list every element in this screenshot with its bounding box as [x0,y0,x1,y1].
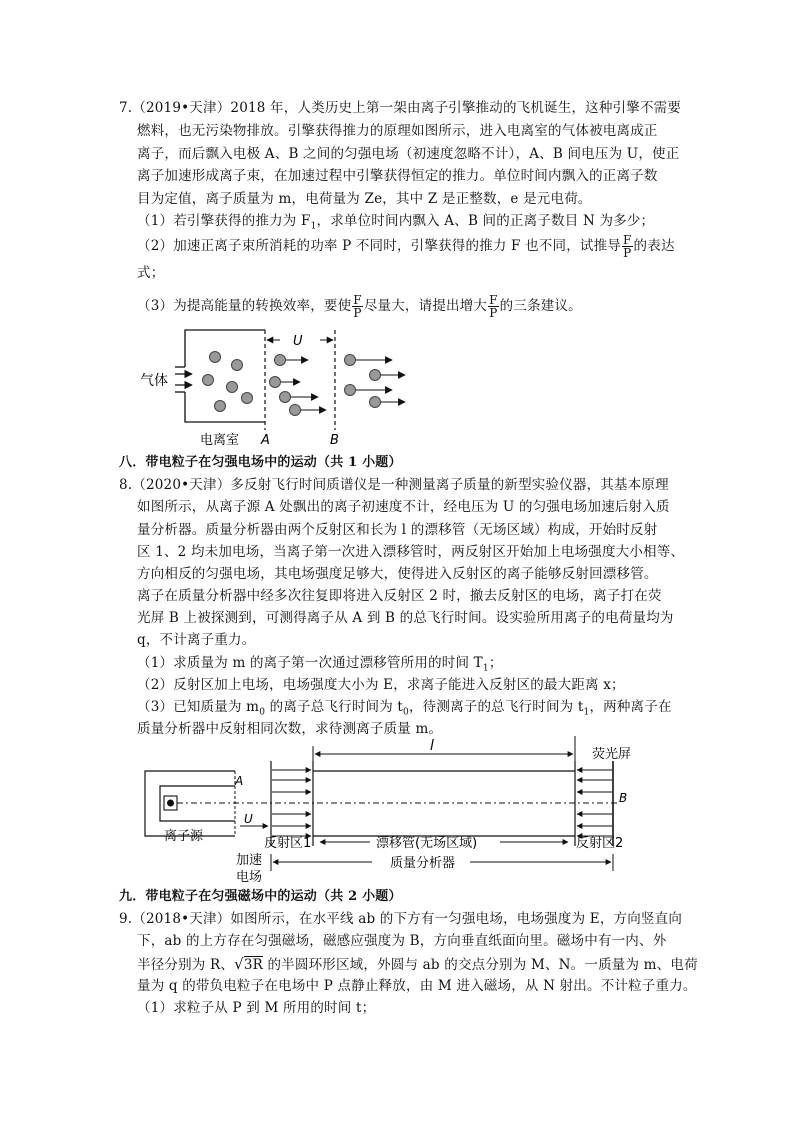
ion-source-label: 离子源 [164,829,204,844]
q8-line-4: 区 1、2 均未加电场，当离子第一次进入漂移管时，两反射区开始加上电场强度大小相等、 [137,544,685,560]
voltage-u-label: U [244,812,253,826]
chamber-label: 电离室 [200,433,240,448]
point-a-label: A [235,774,244,788]
q8-line-8: q，不计离子重力。 [137,632,256,648]
q7-line-5: 目为定值，离子质量为 m，电荷量为 Ze，其中 Z 是正整数，e 是元电荷。 [137,191,592,207]
q9-line-1: 9.（2018•天津）如图所示，在水平线 ab 的下方有一匀强电场，电场强度为 E，方向竖直向 [119,911,683,927]
drift-tube-label: 漂移管(无场区域) [376,836,478,851]
q8-line-3: 量分析器。质量分析器由两个反射区和长为 l 的漂移管（无场区域）构成，开始时反射 [137,522,658,538]
q7-line-3: 离子，而后飘入电极 A、B 之间的匀强电场（初速度忽略不计），A、B 间电压为 U，使正 [137,146,680,162]
q9-subquestion-1: （1）求粒子从 P 到 M 所用的时间 t； [137,1000,376,1016]
fraction-f-over-p: $\frac{F}{P}$ [623,233,632,260]
ion-beam [345,355,406,408]
q7-line-4: 离子加速形成离子束，在加速过程中引擎获得恒定的推力。单位时间内飘入的正离子数 [137,168,658,184]
q7-subquestion-3: （3）为提高能量的转换效率，要使 $\frac{F}{P}$ 尽量大，请提出增大 $\frac{F}{P}$ 的三条建议。 [137,293,582,320]
voltage-u-label: U [293,334,303,349]
accel-field-label-1: 加速 [236,853,263,868]
q8-line-6: 离子在质量分析器中经多次往复即将进入反射区 2 时，撤去反射区的电场，离子打在荧 [137,588,662,604]
accelerating-ions [270,355,327,416]
q8-subquestion-2: （2）反射区加上电场，电场强度大小为 E，求离子能进入反射区的最大距离 x； [137,677,625,693]
q7-subquestion-1: （1）若引擎获得的推力为 $F_1$，求单位时间内飘入 A、B 间的正离子数目 N 为多少； [137,213,655,232]
ion-source-point-a [167,800,174,807]
q8-subquestion-1: （1）求质量为 m 的离子第一次通过漂移管所用的时间 $T_1$； [137,655,503,674]
q8-line-1: 8.（2020•天津）多反射飞行时间质谱仪是一种测量离子质量的新型实验仪器，其基本原理 [119,477,669,493]
tof-mass-spectrometer-figure [140,736,660,886]
fraction-f-over-p: $\frac{F}{P}$ [489,293,498,320]
q8-subquestion-3: （3）已知质量为 $m_0$ 的离子总飞行时间为 $t_0$，待测离子的总飞行时间为 $t_1$，两种离子在 [137,699,672,718]
q7-subquestion-2: （2）加速正离子束所消耗的功率 P 不同时，引擎获得的推力 F 也不同，试推导 $\frac{F}{P}$ 的表达 [137,233,675,260]
ions-in-chamber [203,352,253,412]
mass-analyzer-label: 质量分析器 [390,856,456,871]
length-l-label: l [430,738,434,754]
q7-line-2: 燃料，也无污染物排放。引擎获得推力的原理如图所示，进入电离室的气体被电离成正 [137,123,658,139]
q7-subquestion-2-cont: 式； [137,265,165,281]
q9-line-3: 半径分别为 R、√3R 的半圆环形区域，外圆与 ab 的交点分别为 M、N。一质量为 m、电荷 [137,955,698,973]
electrode-a-label: A [261,433,270,448]
gas-label: 气体 [140,373,168,389]
reflector-2-label: 反射区2 [576,836,624,851]
ion-engine-figure [130,322,420,450]
q8-line-5: 方向相反的匀强电场，其电场强度足够大，使得进入反射区的离子能够反射回漂移管。 [137,566,658,582]
electrode-b-label: B [330,433,339,448]
q9-line-2: 下，ab 的上方存在匀强磁场，磁感应强度为 B，方向垂直纸面向里。磁场中有一内、外 [137,933,667,949]
point-b-label: B [619,791,628,805]
section-8-title: 八．带电粒子在匀强电场中的运动（共 1 小题） [119,455,402,470]
q8-line-2: 如图所示，从离子源 A 处飘出的离子初速度不计，经电压为 U 的匀强电场加速后射入质 [137,499,670,515]
fraction-f-over-p: $\frac{F}{P}$ [353,293,362,320]
accel-field-label-2: 电场 [236,870,263,885]
q7-line-1: 7.（2019•天津）2018 年，人类历史上第一架由离子引擎推动的飞机诞生，这种引擎不需要 [119,100,682,116]
screen-label: 荧光屏 [592,747,632,762]
q8-subquestion-3-cont: 质量分析器中反射相同次数，求待测离子质量 m。 [137,721,443,737]
q8-line-7: 光屏 B 上被探测到，可测得离子从 A 到 B 的总飞行时间。设实验所用离子的电荷量均为 [137,610,674,626]
reflector-1-label: 反射区1 [264,836,312,851]
q9-line-4: 量为 q 的带负电粒子在电场中 P 点静止释放，由 M 进入磁场，从 N 射出。不计粒子重力。 [137,978,697,994]
section-9-title: 九．带电粒子在匀强磁场中的运动（共 2 小题） [119,889,402,904]
